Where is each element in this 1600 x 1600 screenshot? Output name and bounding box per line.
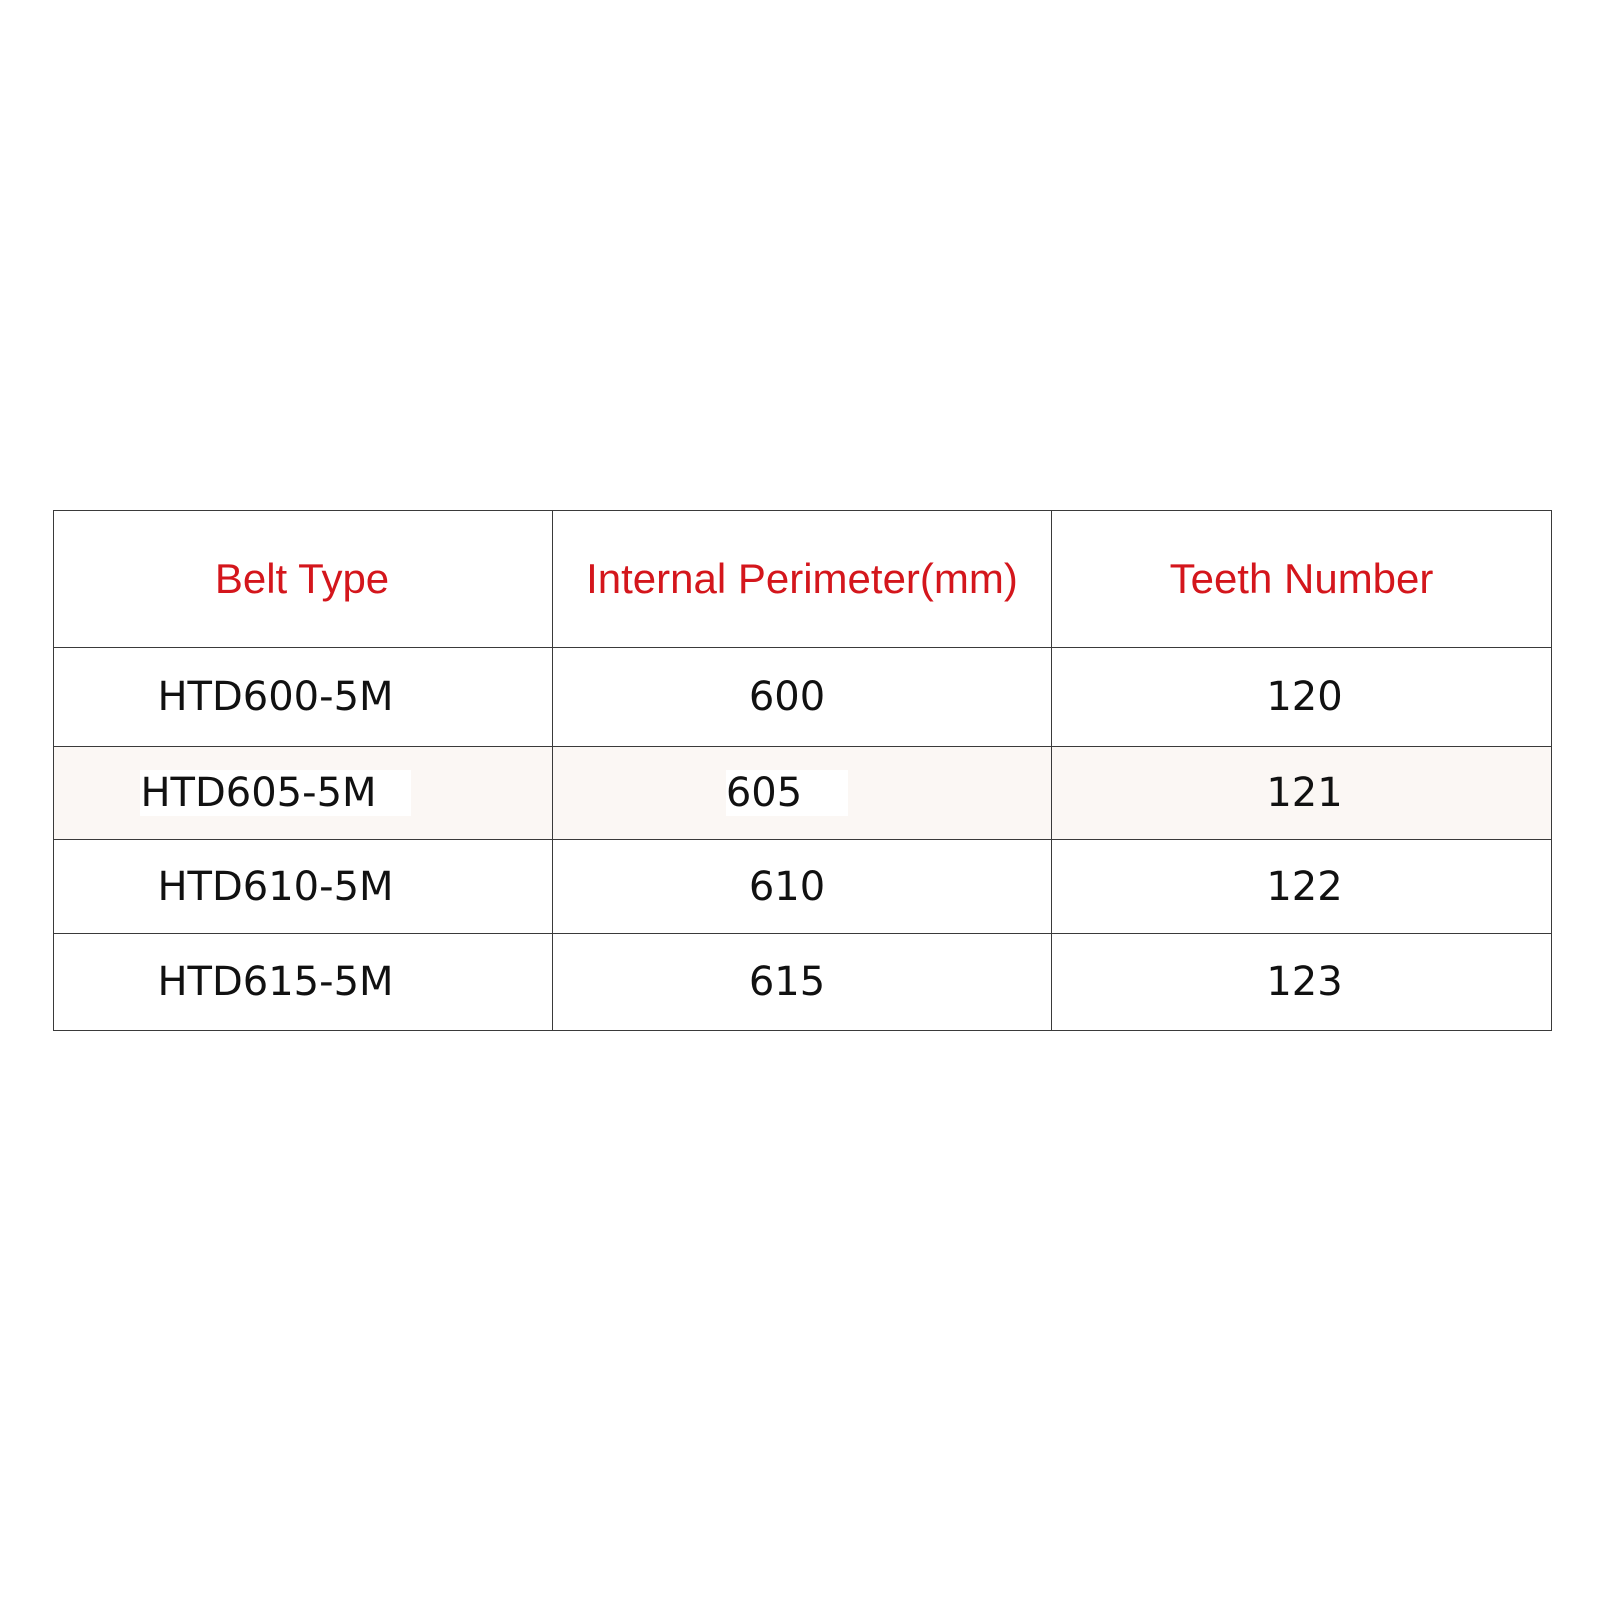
teeth-cell: 123 xyxy=(1052,934,1552,1031)
table-row xyxy=(54,934,1552,1031)
header-teeth-number: Teeth Number xyxy=(1052,511,1552,648)
perimeter-cell: 610 xyxy=(553,840,1052,934)
table-row xyxy=(54,840,1552,934)
perimeter-cell xyxy=(553,747,1052,840)
teeth-cell: 122 xyxy=(1052,840,1552,934)
table-row xyxy=(54,747,1552,840)
perimeter-value: 605 xyxy=(726,770,848,816)
belt-spec-table xyxy=(53,510,1552,1031)
table-header-row xyxy=(54,511,1552,648)
table-row xyxy=(54,648,1552,747)
teeth-cell: 120 xyxy=(1052,648,1552,747)
belt-type-cell: HTD610-5M xyxy=(54,840,553,934)
header-belt-type: Belt Type xyxy=(54,511,553,648)
header-internal-perimeter: Internal Perimeter(mm) xyxy=(553,511,1052,648)
teeth-cell: 121 xyxy=(1052,747,1552,840)
perimeter-cell: 600 xyxy=(553,648,1052,747)
belt-type-value: HTD605-5M xyxy=(140,770,410,816)
belt-type-cell: HTD600-5M xyxy=(54,648,553,747)
belt-type-cell: HTD615-5M xyxy=(54,934,553,1031)
belt-type-cell xyxy=(54,747,553,840)
perimeter-cell: 615 xyxy=(553,934,1052,1031)
